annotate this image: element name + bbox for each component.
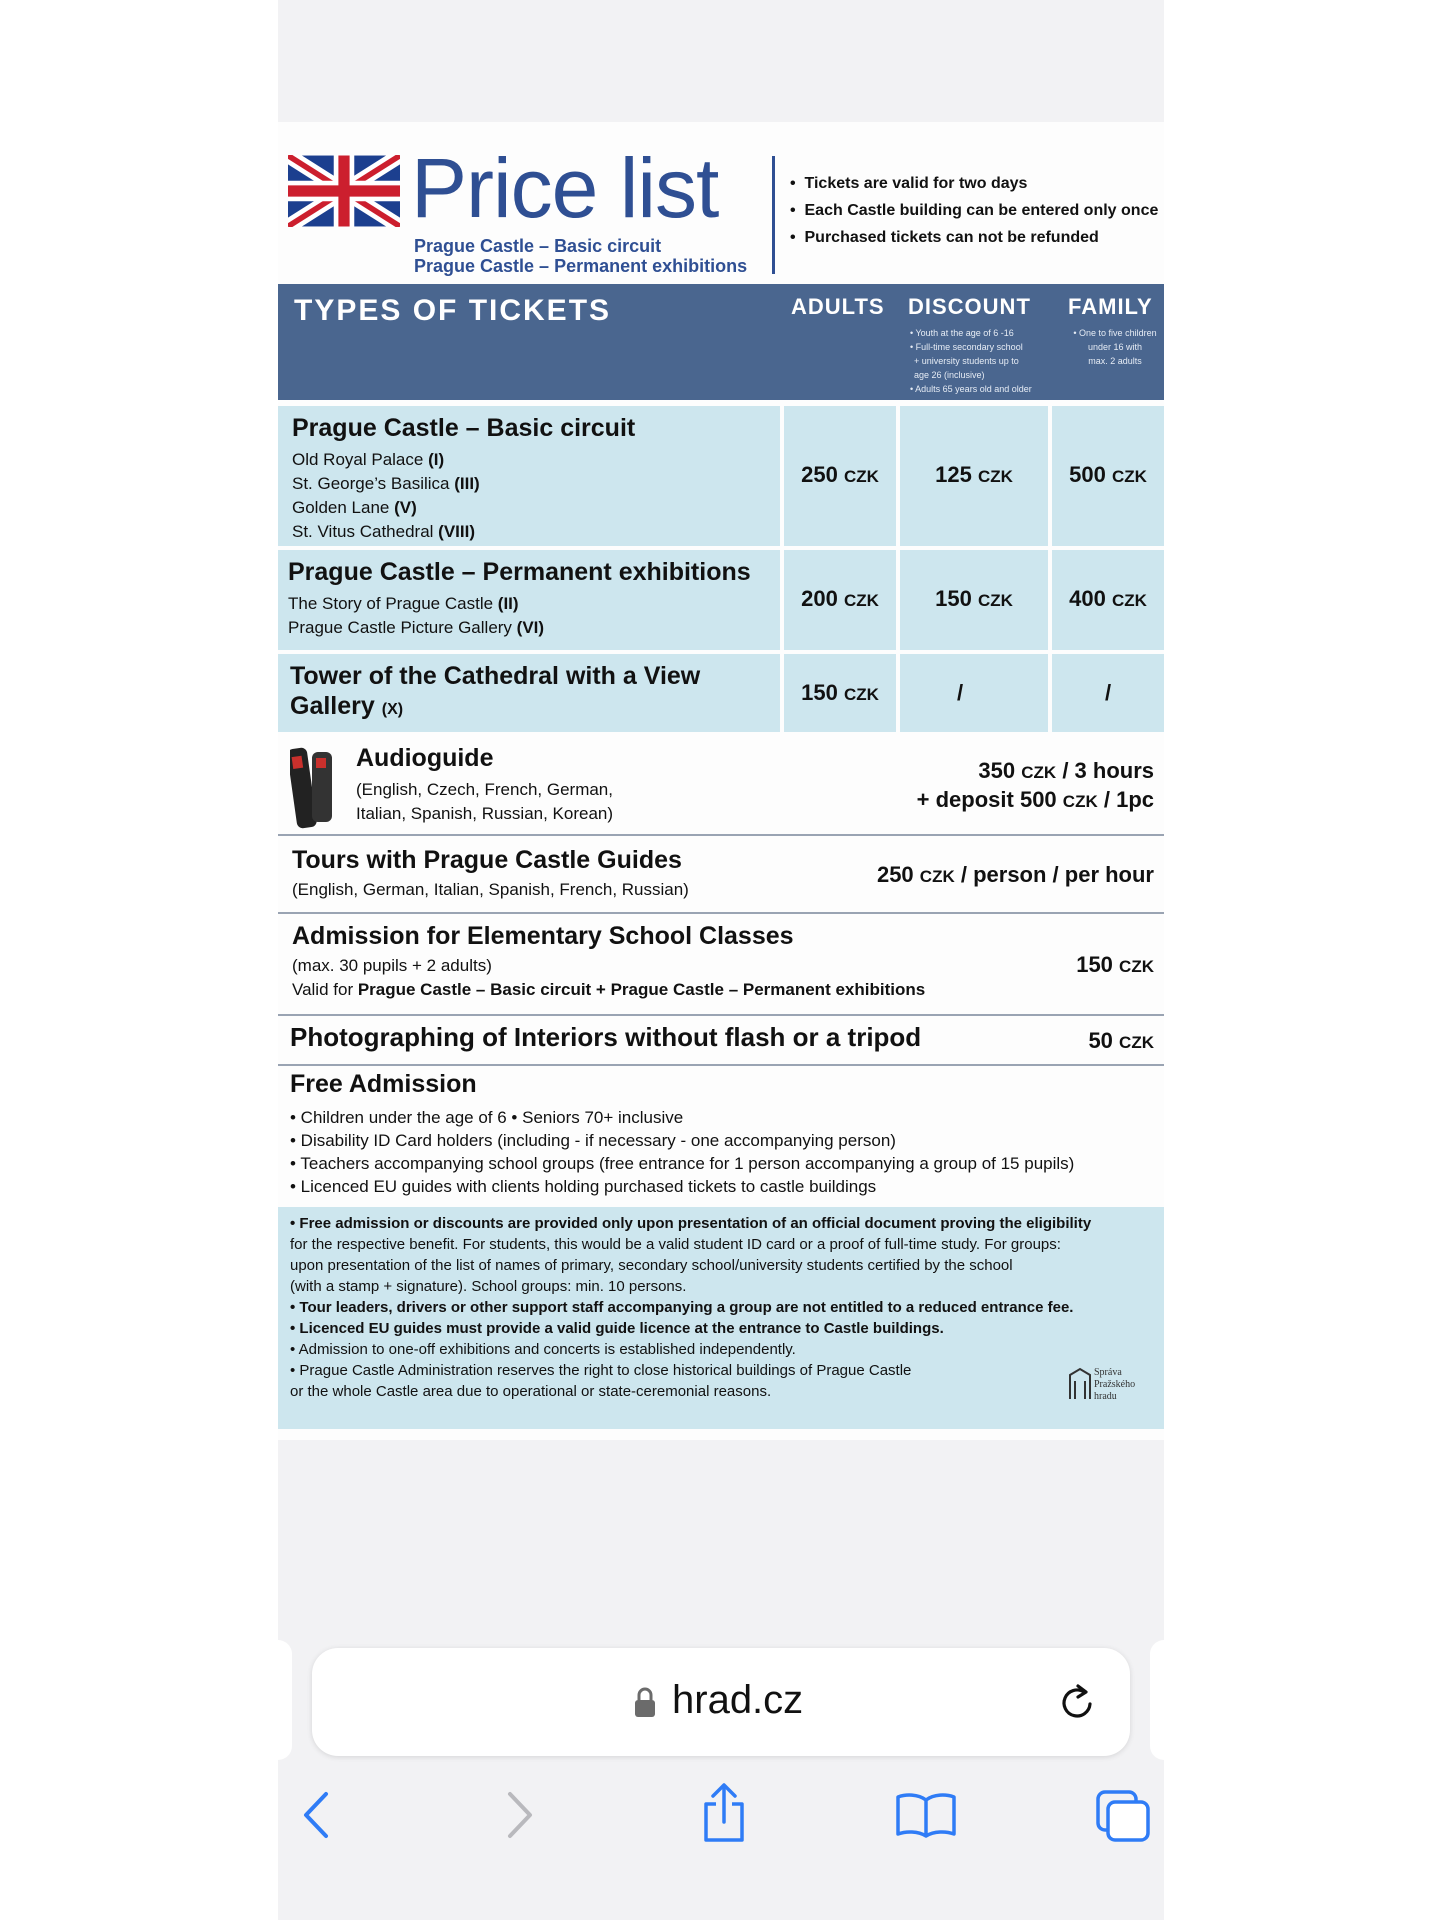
- uk-flag-icon: [288, 155, 400, 227]
- castle-administration-logo: [1068, 1367, 1092, 1401]
- price-cell-discount: 150 CZK: [900, 550, 1048, 650]
- price-cell-family: /: [1052, 654, 1164, 732]
- price-cell-adults: 250 CZK: [784, 406, 896, 546]
- school-price: 150 CZK: [1076, 952, 1154, 977]
- ticket-row-exhibitions: [278, 550, 780, 650]
- row-title: Tower of the Cathedral with a View: [290, 662, 701, 690]
- discount-note: • Youth at the age of 6 -16 • Full-time secondary school + university students up to age 26 (inclusive) • Adults 65 years old and older: [910, 328, 1032, 394]
- header-divider: [772, 156, 775, 274]
- free-admission-title: Free Admission: [290, 1070, 477, 1098]
- row-items: Old Royal Palace (I) St. George’s Basilica (III) Golden Lane (V) St. Vitus Cathedral (VIII): [292, 450, 480, 541]
- row-title: Prague Castle – Basic circuit: [292, 414, 636, 442]
- audioguide-title: Audioguide: [356, 744, 494, 772]
- tours-languages: (English, German, Italian, Spanish, French, Russian): [292, 880, 689, 899]
- reload-icon[interactable]: [1058, 1682, 1098, 1722]
- free-admission-item: • Teachers accompanying school groups (free entrance for 1 person accompanying a group of 15 pupils): [290, 1154, 1075, 1173]
- price-cell-adults: 150 CZK: [784, 654, 896, 732]
- condition-line: • Licenced EU guides must provide a valid guide licence at the entrance to Castle buildings.: [290, 1320, 944, 1337]
- adults-heading: ADULTS: [791, 294, 885, 319]
- tours-title: Tours with Prague Castle Guides: [292, 846, 682, 874]
- header-bullet: • Purchased tickets can not be refunded: [790, 229, 1099, 246]
- school-validity: Valid for Prague Castle – Basic circuit + Prague Castle – Permanent exhibitions: [292, 980, 926, 999]
- condition-line: • Free admission or discounts are provided only upon presentation of an official document proving the eligibility: [290, 1215, 1092, 1232]
- browser-viewport: [278, 0, 1164, 1920]
- back-icon[interactable]: [296, 1790, 340, 1840]
- row-title-line2: Gallery (X): [290, 692, 404, 720]
- price-cell-discount: /: [900, 654, 1048, 732]
- price-cell-discount: 125 CZK: [900, 406, 1048, 546]
- condition-line: or the whole Castle area due to operational or state-ceremonial reasons.: [290, 1383, 772, 1400]
- castle-administration-logo-text: Správa Pražského hradu: [1094, 1367, 1136, 1402]
- share-icon[interactable]: [696, 1782, 752, 1844]
- free-admission-item: • Licenced EU guides with clients holding purchased tickets to castle buildings: [290, 1177, 877, 1196]
- row-title: Prague Castle – Permanent exhibitions: [288, 558, 751, 586]
- condition-line: • Admission to one-off exhibitions and concerts is established independently.: [290, 1341, 796, 1358]
- audioguide-languages: (English, Czech, French, German, Italian, Spanish, Russian, Korean): [356, 780, 614, 823]
- bookmarks-icon[interactable]: [894, 1792, 958, 1838]
- audioguide-device-icon: [290, 744, 336, 830]
- condition-line: • Prague Castle Administration reserves the right to close historical buildings of Prague Castle: [290, 1362, 912, 1379]
- next-tab-edge: [1150, 1640, 1164, 1760]
- condition-line: upon presentation of the list of names of primary, secondary school/university students certified by the school: [290, 1257, 1013, 1274]
- subtitle-basic: Prague Castle – Basic circuit: [414, 236, 662, 256]
- ticket-row-tower: [278, 654, 780, 732]
- school-note: (max. 30 pupils + 2 adults): [292, 956, 492, 975]
- price-cell-family: 500 CZK: [1052, 406, 1164, 546]
- forward-icon[interactable]: [496, 1790, 540, 1840]
- divider: [278, 1014, 1164, 1016]
- audioguide-price: 350 CZK / 3 hours: [978, 758, 1154, 783]
- header-bullet: • Tickets are valid for two days: [790, 175, 1028, 192]
- ticket-row-basic: [278, 406, 780, 546]
- divider: [278, 1064, 1164, 1066]
- price-list-sheet: [278, 122, 1164, 1440]
- family-heading: FAMILY: [1068, 294, 1153, 319]
- divider: [278, 912, 1164, 914]
- page-title: Price list: [411, 141, 719, 235]
- tours-price: 250 CZK / person / per hour: [876, 862, 1154, 887]
- condition-line: • Tour leaders, drivers or other support staff accompanying a group are not entitled to a reduced entrance fee.: [290, 1299, 1074, 1316]
- types-heading: TYPES OF TICKETS: [294, 294, 612, 327]
- school-title: Admission for Elementary School Classes: [292, 922, 794, 950]
- free-admission-item: • Children under the age of 6 • Seniors 70+ inclusive: [290, 1108, 684, 1127]
- subtitle-exhibitions: Prague Castle – Permanent exhibitions: [414, 256, 748, 276]
- address-bar[interactable]: [312, 1648, 1130, 1756]
- price-cell-adults: 200 CZK: [784, 550, 896, 650]
- divider: [278, 834, 1164, 836]
- photo-price: 50 CZK: [1088, 1028, 1154, 1053]
- prev-tab-edge: [278, 1640, 292, 1760]
- url-text[interactable]: hrad.cz: [672, 1678, 804, 1722]
- audioguide-deposit: + deposit 500 CZK / 1pc: [916, 787, 1154, 812]
- conditions-box: [278, 1207, 1164, 1429]
- header-bullet: • Each Castle building can be entered only once: [790, 202, 1159, 219]
- tabs-icon[interactable]: [1094, 1788, 1152, 1844]
- free-admission-item: • Disability ID Card holders (including - if necessary - one accompanying person): [290, 1131, 896, 1150]
- ticket-types-header: [278, 284, 1164, 400]
- price-cell-family: 400 CZK: [1052, 550, 1164, 650]
- condition-line: for the respective benefit. For students, this would be a valid student ID card or a proof of full-time study. For groups:: [290, 1236, 1061, 1253]
- family-note: • One to five children under 16 with max. 2 adults: [1073, 328, 1157, 366]
- photo-title: Photographing of Interiors without flash or a tripod: [290, 1022, 922, 1052]
- discount-heading: DISCOUNT: [908, 294, 1031, 319]
- row-items: The Story of Prague Castle (II) Prague Castle Picture Gallery (VI): [288, 594, 545, 637]
- lock-icon: [634, 1686, 656, 1718]
- condition-line: (with a stamp + signature). School groups: min. 10 persons.: [290, 1278, 687, 1295]
